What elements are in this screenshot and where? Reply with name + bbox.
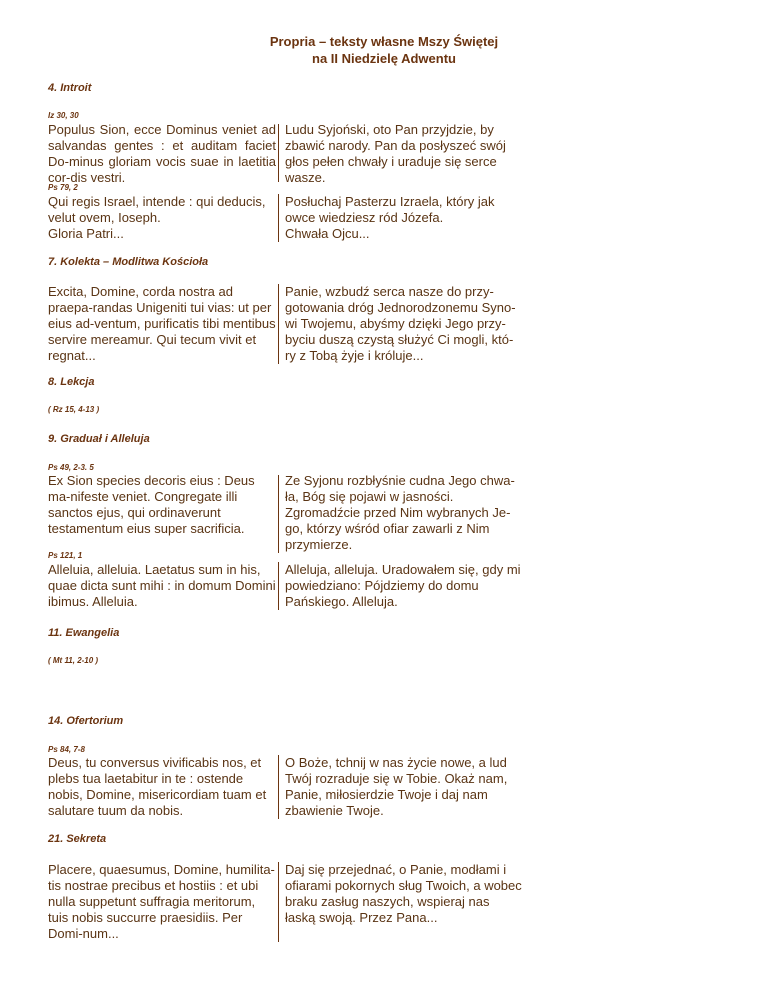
kolekta-heading: 7. Kolekta – Modlitwa Kościoła <box>48 256 209 268</box>
ofertorium-ref: Ps 84, 7-8 <box>48 745 85 754</box>
ofertorium-heading: 14. Ofertorium <box>48 715 124 727</box>
gradual-ref-2: Ps 121, 1 <box>48 551 83 560</box>
gradual-ref-1: Ps 49, 2-3. 5 <box>48 463 94 472</box>
ewangelia-heading: 11. Ewangelia <box>48 627 120 639</box>
introit-ref-1: Iz 30, 30 <box>48 111 79 120</box>
sekreta-latin: Placere, quaesumus, Domine, humilita-tis nostrae precibus et hostiis : et ubi nulla suppetunt suffragia meritorum, tuis nobis succurre praesidiis. Per Domi-num... <box>48 862 275 941</box>
document-title-line2: na II Niedzielę Adwentu <box>312 51 456 66</box>
introit-latin-1: Populus Sion, ecce Dominus veniet ad salvandas gentes : et auditam faciet Do-minus gloriam vocis suae in laetitia cor-dis vestri. <box>48 122 276 185</box>
introit-heading: 4. Introit <box>48 82 92 94</box>
ewangelia-ref: ( Mt 11, 2-10 ) <box>48 656 99 665</box>
column-divider <box>278 862 279 942</box>
gradual-heading: 9. Graduał i Alleluja <box>48 433 150 445</box>
lekcja-heading: 8. Lekcja <box>48 376 95 388</box>
introit-ref-2: Ps 79, 2 <box>48 183 78 192</box>
gradual-polish-2: Alleluja, alleluja. Uradowałem się, gdy mi powiedziano: Pójdziemy do domu Pańskiego. Alleluja. <box>285 562 521 609</box>
gradual-latin-1: Ex Sion species decoris eius : Deus ma-nifeste veniet. Congregate illi sanctos ejus, qui ordinaverunt testamentum eius super sacrificia. <box>48 473 255 536</box>
kolekta-latin: Excita, Domine, corda nostra ad praepa-randas Unigeniti tui vias: ut per eius ad-ventum, purificatis tibi mentibus servire mereamur. Qui tecum vivit et regnat... <box>48 284 276 363</box>
ofertorium-polish: O Boże, tchnij w nas życie nowe, a lud Twój rozraduje się w Tobie. Okaż nam, Panie, miłosierdzie Twoje i daj nam zbawienie Twoje. <box>285 755 508 818</box>
gradual-polish-1: Ze Syjonu rozbłyśnie cudna Jego chwa-ła, Bóg się pojawi w jasności. Zgromadźcie przed Nim wybranych Je-go, którzy wśród ofiar zawarli z Nim przymierze. <box>285 473 515 552</box>
introit-polish-1: Ludu Syjoński, oto Pan przyjdzie, by zbawić narody. Pan da posłyszeć swój głos pełen chwały i uraduje się serce wasze. <box>285 122 506 185</box>
ofertorium-latin: Deus, tu conversus vivificabis nos, et plebs tua laetabitur in te : ostende nobis, Domine, misericordiam tuam et salutare tuum da nobis. <box>48 755 267 818</box>
sekreta-heading: 21. Sekreta <box>48 833 107 845</box>
column-divider <box>278 284 279 364</box>
introit-polish-2: Posłuchaj Pasterzu Izraela, który jak owce wiedziesz ród Józefa. Chwała Ojcu... <box>285 194 495 241</box>
column-divider <box>278 194 279 242</box>
lekcja-ref: ( Rz 15, 4-13 ) <box>48 405 100 414</box>
document-title-line1: Propria – teksty własne Mszy Świętej <box>269 34 499 49</box>
column-divider <box>278 755 279 819</box>
gradual-latin-2: Alleluia, alleluia. Laetatus sum in his, quae dicta sunt mihi : in domum Domini ibimus. Alleluia. <box>48 562 276 609</box>
column-divider <box>278 124 279 182</box>
column-divider <box>278 475 279 553</box>
sekreta-polish: Daj się przejednać, o Panie, modłami i ofiarami pokornych sług Twoich, a wobec braku zasług naszych, wspieraj nas łaską swoją. Przez Pana... <box>285 862 522 925</box>
kolekta-polish: Panie, wzbudź serca nasze do przy-gotowania dróg Jednorodzonemu Syno-wi Twojemu, abyśmy dzięki Jego przy-byciu duszą czystą służyć Ci mogli, któ-ry z Tobą żyje i króluje... <box>285 284 516 363</box>
column-divider <box>278 562 279 610</box>
introit-latin-2: Qui regis Israel, intende : qui deducis, velut ovem, Ioseph. Gloria Patri... <box>48 194 266 241</box>
